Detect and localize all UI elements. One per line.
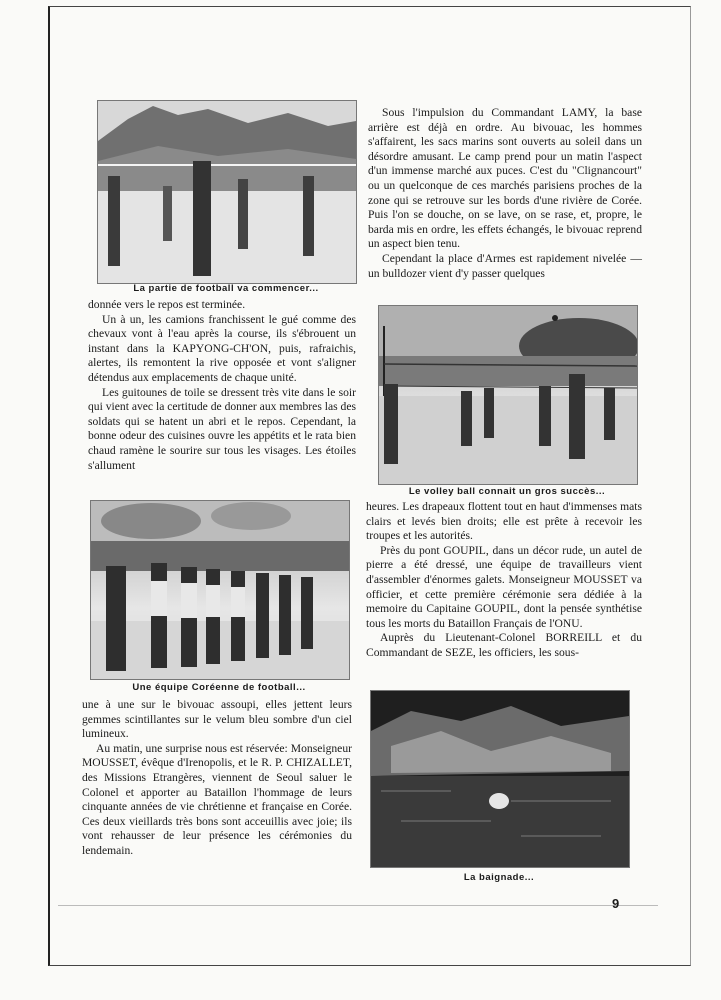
caption-volleyball: Le volley ball connait un gros succès... <box>408 486 606 497</box>
paragraph: Au matin, une surprise nous est réservée: Monseigneur MOUSSET, évêque d'Irenopolis, et le R. P. CHIZALLET, des Missions Etrangères, viennent de Seoul saluer le Colonel et apporter au Bataillon l'hommage de leurs cinquante années de vie chrétienne et française en Corée. Ces deux vieillards très bons sont acceuillis avec joie; ils vont rehausser de leur présence les cérémonies du lendemain. <box>82 741 352 857</box>
paragraph: Les guitounes de toile se dressent très vite dans le soir qui vient avec la certitude de donner aux membres las des soldats qui se hatent un abri et le repos. Cependant, la bonne odeur des cuisines ouvre les appétits et le rata bien chaud ramène le sourire sur tous les visages. Les étoiles s'allument <box>88 385 356 472</box>
paragraph: Près du pont GOUPIL, dans un décor rude, un autel de pierre a été dressé, une équipe de travailleurs vient d'assembler d'énormes galets. Monseigneur MOUSSET va officier, et cette première cérémonie sera dédiée à la memoire du Capitaine GOUPIL, dont la pensée synthétise tous les morts du Bataillon Français de l'ONU. <box>366 543 642 630</box>
page-number: 9 <box>612 896 620 911</box>
paragraph: heures. Les drapeaux flottent tout en haut d'immenses mats clairs et levés bien droits; elle est prête à recevoir les troupes et les autorités. <box>366 500 642 543</box>
caption-bathing: La baignade... <box>463 872 535 883</box>
photo-volleyball <box>378 305 638 485</box>
photo-football-start <box>97 100 357 284</box>
paragraph: une à une sur le bivouac assoupi, elles jettent leurs gemmes scintillantes sur le velum bleu sombre d'un ciel lumineux. <box>82 698 352 741</box>
caption-korean-team: Une équipe Coréenne de football... <box>132 682 306 693</box>
paragraph: Auprès du Lieutenant-Colonel BORREILL et du Commandant de SEZE, les officiers, les sous- <box>366 631 642 659</box>
caption-football-start: La partie de football va commencer... <box>133 283 319 294</box>
paragraph: Un à un, les camions franchissent le gué comme des chevaux vont à l'eau après la course, ils s'ébrouent un instant dans la KAPYONG-CH'ON, puis, rafraichis, alertes, ils remontent la rive opposée et vont s'aligner détendus aux emplacements de chaque unité. <box>88 312 356 384</box>
text-column-right-top <box>368 106 642 281</box>
paragraph: Sous l'impulsion du Commandant LAMY, la base arrière est déjà en ordre. Au bivouac, les hommes s'affairent, les sacs marins sont ouverts au soleil dans un désordre amusant. Le camp prend pour un matin l'aspect d'un immense marché aux puces. C'est du "Clignancourt" ou un quelconque de ces marchés parisiens proches de la zone qui se retrouve sur les bords d'une rivière de Corée. Puis l'on se douche, on se lave, on se rase, et, propre, le barda mis en ordre, les effets échangés, le bivouac reprend un aspect bien tenu. <box>368 106 642 251</box>
text-column-right-middle <box>366 500 642 661</box>
paragraph: donnée vers le repos est terminée. <box>88 298 246 311</box>
text-column-left-top <box>88 298 356 473</box>
bottom-rule <box>58 905 658 906</box>
text-column-left-bottom <box>82 698 352 859</box>
photo-bathing <box>370 690 630 868</box>
photo-korean-team <box>90 500 350 680</box>
paragraph: Cependant la place d'Armes est rapidement nivelée — un bulldozer vient d'y passer quelques <box>368 251 642 280</box>
